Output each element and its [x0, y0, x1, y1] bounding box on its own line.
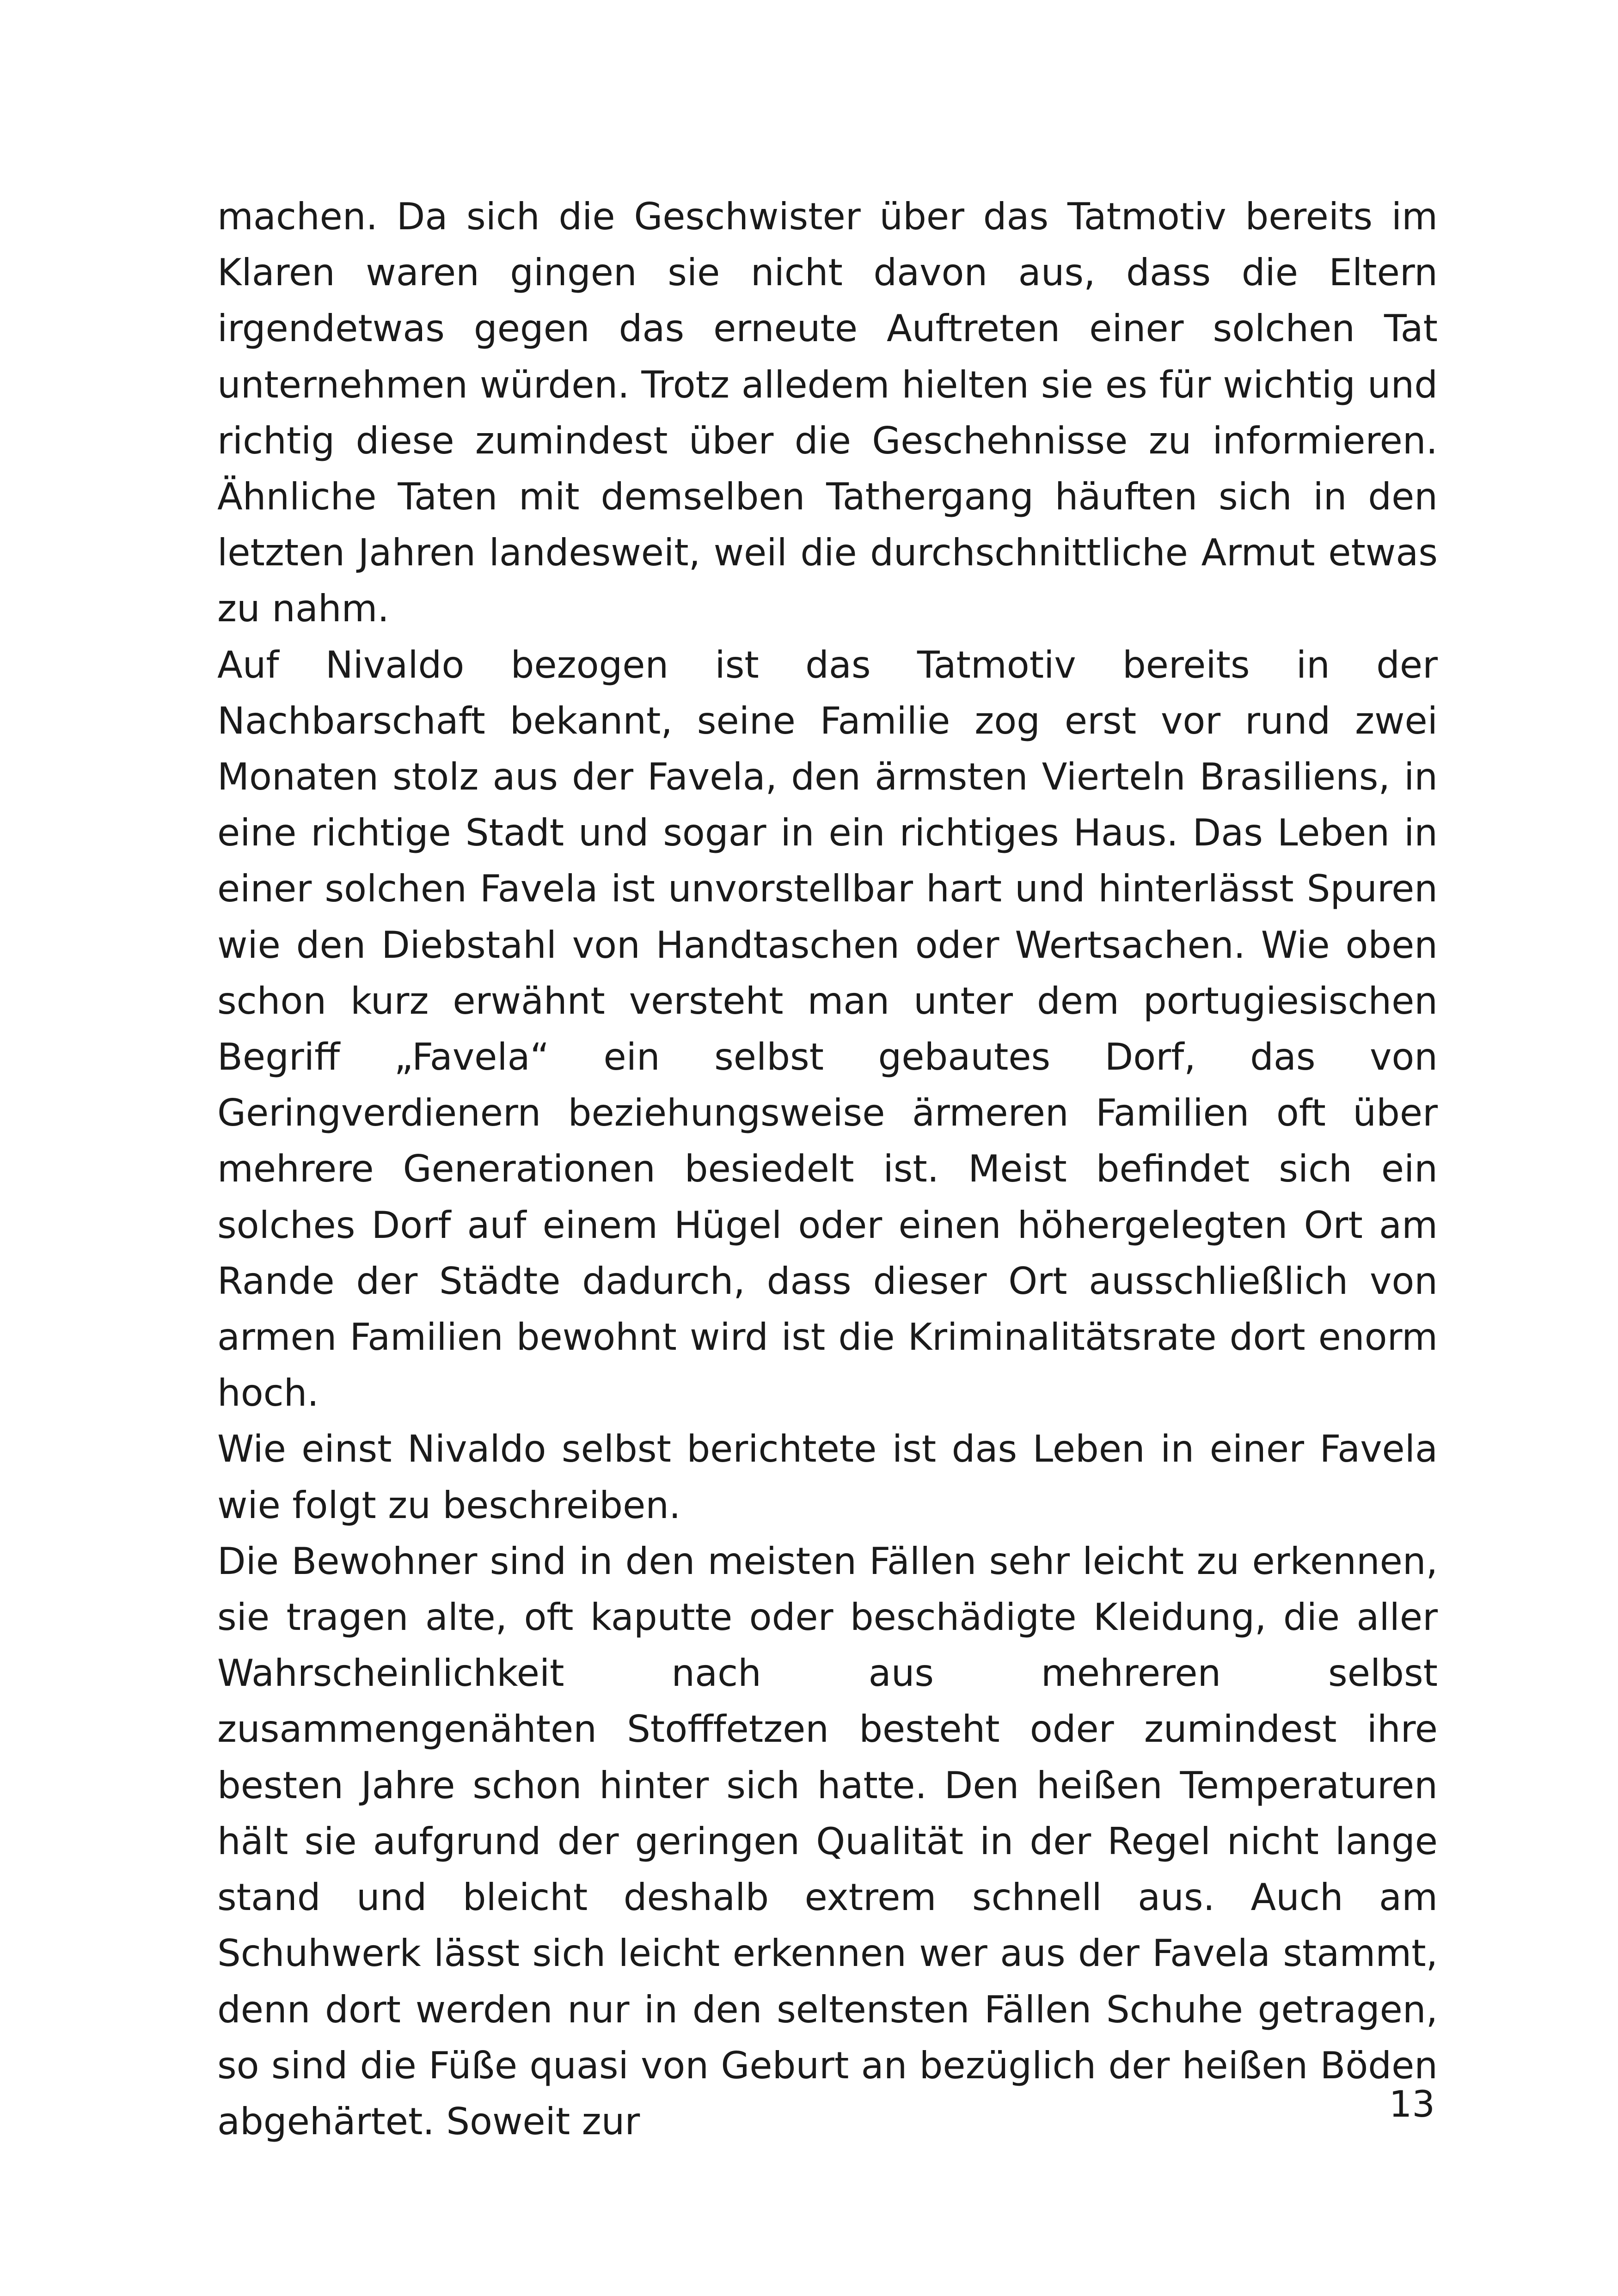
body-text: [217, 189, 1438, 2149]
paragraph: machen. Da sich die Geschwister über das Tatmotiv bereits im Klaren waren gingen sie nicht davon aus, dass die Eltern irgendetwas gegen das erneute Auftreten einer solchen Tat unternehmen würden. Trotz alledem hielten sie es für wichtig und richtig diese zumindest über die Geschehnisse zu informieren. Ähnliche Taten mit demselben Tathergang häuften sich in den letzten Jahren landesweit, weil die durchschnittliche Armut etwas zu nahm.: [217, 195, 1438, 631]
paragraph: Die Bewohner sind in den meisten Fällen sehr leicht zu erkennen, sie tragen alte, oft kaputte oder beschädigte Kleidung, die aller Wahrscheinlichkeit nach aus mehreren selbst zusammengenähten Stofffetzen besteht oder zumindest ihre besten Jahre schon hinter sich hatte. Den heißen Temperaturen hält sie aufgrund der geringen Qualität in der Regel nicht lange stand und bleicht deshalb extrem schnell aus. Auch am Schuhwerk lässt sich leicht erkennen wer aus der Favela stammt, denn dort werden nur in den seltensten Fällen Schuhe getragen, so sind die Füße quasi von Geburt an bezüglich der heißen Böden abgehärtet. Soweit zur: [217, 1539, 1438, 2143]
page-number: 13: [1389, 2084, 1435, 2125]
paragraph: Wie einst Nivaldo selbst berichtete ist das Leben in einer Favela wie folgt zu beschreiben.: [217, 1427, 1438, 1527]
paragraph: Auf Nivaldo bezogen ist das Tatmotiv bereits in der Nachbarschaft bekannt, seine Familie zog erst vor rund zwei Monaten stolz aus der Favela, den ärmsten Vierteln Brasiliens, in eine richtige Stadt und sogar in ein richtiges Haus. Das Leben in einer solchen Favela ist unvorstellbar hart und hinterlässt Spuren wie den Diebstahl von Handtaschen oder Wertsachen. Wie oben schon kurz erwähnt versteht man unter dem portugiesischen Begriff „Favela“ ein selbst gebautes Dorf, das von Geringverdienern beziehungsweise ärmeren Familien oft über mehrere Generationen besiedelt ist. Meist befindet sich ein solches Dorf auf einem Hügel oder einen höhergelegten Ort am Rande der Städte dadurch, dass dieser Ort ausschließlich von armen Familien bewohnt wird ist die Kriminalitätsrate dort enorm hoch.: [217, 643, 1438, 1415]
